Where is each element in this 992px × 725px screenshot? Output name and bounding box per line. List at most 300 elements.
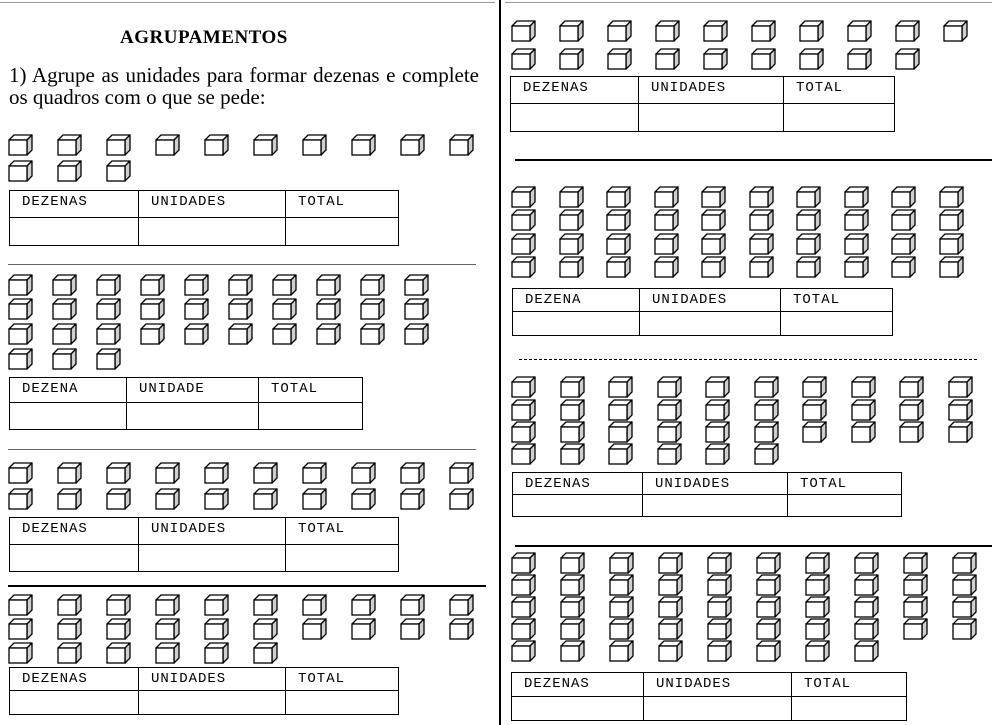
cube-icon bbox=[96, 274, 130, 296]
cube-icon bbox=[106, 594, 140, 616]
cube-icon bbox=[204, 488, 238, 510]
cube-icon bbox=[560, 596, 594, 618]
cube-icon bbox=[749, 186, 783, 208]
header-unidade: UNIDADE bbox=[127, 378, 259, 403]
cube-icon bbox=[155, 594, 189, 616]
header-unidades: UNIDADES bbox=[639, 77, 784, 104]
cube-icon bbox=[8, 274, 42, 296]
answer-cell-dezenas[interactable] bbox=[10, 691, 139, 715]
cube-icon bbox=[658, 596, 692, 618]
header-unidades: UNIDADES bbox=[644, 673, 792, 697]
separator-line bbox=[519, 359, 977, 360]
cube-icon bbox=[449, 488, 483, 510]
cube-icon bbox=[253, 618, 287, 640]
cube-icon bbox=[204, 642, 238, 664]
cube-icon bbox=[559, 48, 593, 70]
header-unidades: UNIDADES bbox=[643, 473, 788, 495]
cube-icon bbox=[302, 618, 336, 640]
cube-icon bbox=[511, 421, 545, 443]
cube-icon bbox=[560, 376, 594, 398]
cube-icon bbox=[891, 186, 925, 208]
cube-icon bbox=[96, 298, 130, 320]
cube-icon bbox=[253, 488, 287, 510]
cube-icon bbox=[184, 274, 218, 296]
cube-icon bbox=[805, 596, 839, 618]
cube-icon bbox=[155, 642, 189, 664]
cube-icon bbox=[404, 298, 438, 320]
cube-icon bbox=[511, 574, 545, 596]
answer-cell-dezenas[interactable] bbox=[511, 104, 639, 132]
cube-icon bbox=[701, 209, 735, 231]
answer-cell-unidades[interactable] bbox=[139, 691, 286, 715]
cube-icon bbox=[316, 323, 350, 345]
cube-icon bbox=[609, 640, 643, 662]
cube-icon bbox=[351, 488, 385, 510]
cube-icon bbox=[106, 618, 140, 640]
cube-icon bbox=[749, 233, 783, 255]
cube-icon bbox=[8, 488, 42, 510]
separator-line bbox=[8, 449, 476, 450]
cube-icon bbox=[895, 20, 929, 42]
answer-cell-dezenas[interactable] bbox=[512, 697, 644, 721]
cube-icon bbox=[57, 462, 91, 484]
cube-icon bbox=[948, 376, 982, 398]
cube-icon bbox=[705, 443, 739, 465]
cube-icon bbox=[560, 640, 594, 662]
answer-cell-unidades[interactable] bbox=[139, 545, 286, 572]
cube-icon bbox=[796, 233, 830, 255]
cube-icon bbox=[948, 399, 982, 421]
cube-icon bbox=[155, 488, 189, 510]
cube-icon bbox=[707, 596, 741, 618]
cube-icon bbox=[106, 642, 140, 664]
cube-icon bbox=[511, 48, 545, 70]
cube-icon bbox=[511, 552, 545, 574]
answer-cell-unidades[interactable] bbox=[640, 312, 781, 336]
answer-table bbox=[9, 190, 399, 246]
cube-icon bbox=[805, 552, 839, 574]
cube-icon bbox=[657, 376, 691, 398]
header-dezenas: DEZENAS bbox=[10, 191, 139, 218]
cube-icon bbox=[847, 48, 881, 70]
cube-icon bbox=[57, 488, 91, 510]
cube-icon bbox=[449, 134, 483, 156]
cube-icon bbox=[939, 186, 973, 208]
cube-icon bbox=[805, 574, 839, 596]
cube-icon bbox=[316, 274, 350, 296]
cube-icon bbox=[559, 233, 593, 255]
cube-icon bbox=[8, 594, 42, 616]
cube-icon bbox=[228, 298, 262, 320]
cube-icon bbox=[272, 323, 306, 345]
cube-icon bbox=[559, 20, 593, 42]
answer-cell-total[interactable] bbox=[286, 691, 399, 715]
column-divider bbox=[499, 0, 501, 725]
cube-icon bbox=[939, 209, 973, 231]
cube-icon bbox=[756, 596, 790, 618]
cube-icon bbox=[943, 20, 977, 42]
cube-icon bbox=[701, 233, 735, 255]
cube-icon bbox=[654, 256, 688, 278]
cube-icon bbox=[952, 596, 986, 618]
cube-icon bbox=[802, 376, 836, 398]
cube-icon bbox=[302, 594, 336, 616]
top-rule-left bbox=[0, 2, 495, 3]
cube-icon bbox=[952, 552, 986, 574]
cube-icon bbox=[253, 594, 287, 616]
cube-icon bbox=[654, 233, 688, 255]
cube-icon bbox=[749, 209, 783, 231]
cube-icon bbox=[8, 348, 42, 370]
cube-icon bbox=[511, 209, 545, 231]
cube-icon bbox=[891, 233, 925, 255]
cube-icon bbox=[701, 256, 735, 278]
cube-icon bbox=[511, 256, 545, 278]
cube-icon bbox=[360, 298, 394, 320]
separator-line bbox=[8, 264, 476, 265]
cube-icon bbox=[511, 186, 545, 208]
cube-icon bbox=[854, 640, 888, 662]
answer-table bbox=[512, 288, 893, 336]
header-dezena: DEZENA bbox=[10, 378, 127, 403]
cube-icon bbox=[658, 640, 692, 662]
answer-cell-total[interactable] bbox=[792, 697, 907, 721]
cube-icon bbox=[8, 642, 42, 664]
cube-icon bbox=[360, 274, 394, 296]
cube-icon bbox=[952, 618, 986, 640]
cube-icon bbox=[449, 594, 483, 616]
cube-icon bbox=[903, 596, 937, 618]
answer-cell-unidades[interactable] bbox=[644, 697, 792, 721]
header-unidades: UNIDADES bbox=[139, 518, 286, 545]
cube-icon bbox=[654, 209, 688, 231]
cube-icon bbox=[895, 48, 929, 70]
cube-icon bbox=[657, 421, 691, 443]
separator-line bbox=[8, 585, 486, 587]
cube-icon bbox=[607, 20, 641, 42]
cube-icon bbox=[204, 134, 238, 156]
cube-icon bbox=[511, 399, 545, 421]
cube-icon bbox=[851, 421, 885, 443]
cube-icon bbox=[654, 186, 688, 208]
cube-icon bbox=[140, 323, 174, 345]
cube-icon bbox=[204, 462, 238, 484]
cube-icon bbox=[52, 323, 86, 345]
answer-table bbox=[510, 76, 895, 132]
cube-icon bbox=[939, 233, 973, 255]
cube-icon bbox=[8, 618, 42, 640]
cube-icon bbox=[184, 323, 218, 345]
cube-icon bbox=[511, 596, 545, 618]
cube-icon bbox=[511, 20, 545, 42]
cube-icon bbox=[155, 462, 189, 484]
cube-icon bbox=[705, 399, 739, 421]
cube-icon bbox=[140, 274, 174, 296]
cube-icon bbox=[854, 552, 888, 574]
cube-icon bbox=[754, 421, 788, 443]
cube-icon bbox=[57, 594, 91, 616]
answer-cell-unidades[interactable] bbox=[643, 495, 788, 517]
cube-icon bbox=[511, 640, 545, 662]
cube-icon bbox=[302, 462, 336, 484]
answer-cell-total[interactable] bbox=[784, 104, 895, 132]
cube-icon bbox=[155, 134, 189, 156]
cube-icon bbox=[155, 618, 189, 640]
cube-icon bbox=[751, 48, 785, 70]
cube-icon bbox=[657, 399, 691, 421]
cube-icon bbox=[400, 462, 434, 484]
answer-cell-total[interactable] bbox=[781, 312, 893, 336]
cube-icon bbox=[899, 399, 933, 421]
cube-icon bbox=[749, 256, 783, 278]
header-total: TOTAL bbox=[781, 289, 893, 312]
separator-line bbox=[515, 545, 992, 547]
cube-icon bbox=[701, 186, 735, 208]
cube-icon bbox=[703, 48, 737, 70]
cube-icon bbox=[106, 462, 140, 484]
cube-icon bbox=[96, 323, 130, 345]
cube-icon bbox=[606, 186, 640, 208]
cube-icon bbox=[609, 618, 643, 640]
cube-icon bbox=[511, 443, 545, 465]
cube-icon bbox=[658, 574, 692, 596]
answer-table bbox=[9, 667, 399, 715]
cube-icon bbox=[705, 376, 739, 398]
header-unidades: UNIDADES bbox=[139, 668, 286, 691]
cube-icon bbox=[8, 160, 42, 182]
cube-icon bbox=[559, 209, 593, 231]
cube-icon bbox=[844, 209, 878, 231]
answer-cell-total[interactable] bbox=[286, 218, 399, 246]
cube-icon bbox=[204, 594, 238, 616]
cube-icon bbox=[939, 256, 973, 278]
cube-icon bbox=[796, 256, 830, 278]
cube-icon bbox=[948, 421, 982, 443]
answer-cell-dezenas[interactable] bbox=[10, 545, 139, 572]
cube-icon bbox=[57, 618, 91, 640]
cube-icon bbox=[253, 134, 287, 156]
cube-icon bbox=[799, 20, 833, 42]
cube-icon bbox=[228, 323, 262, 345]
cube-icon bbox=[707, 552, 741, 574]
cube-icon bbox=[609, 552, 643, 574]
cube-icon bbox=[52, 298, 86, 320]
cube-icon bbox=[609, 574, 643, 596]
cube-icon bbox=[559, 256, 593, 278]
answer-cell-unidade[interactable] bbox=[127, 403, 259, 430]
cube-icon bbox=[404, 274, 438, 296]
header-total: TOTAL bbox=[286, 518, 399, 545]
cube-icon bbox=[854, 596, 888, 618]
answer-cell-total[interactable] bbox=[286, 545, 399, 572]
cube-icon bbox=[511, 233, 545, 255]
answer-cell-unidades[interactable] bbox=[639, 104, 784, 132]
cube-icon bbox=[707, 618, 741, 640]
answer-cell-dezenas[interactable] bbox=[513, 495, 643, 517]
cube-icon bbox=[608, 399, 642, 421]
instruction-text: 1) Agrupe as unidades para formar dezenas e complete os quadros com o que se pede: bbox=[9, 63, 479, 109]
header-total: TOTAL bbox=[286, 191, 399, 218]
cube-icon bbox=[851, 399, 885, 421]
cube-icon bbox=[903, 574, 937, 596]
cube-icon bbox=[844, 233, 878, 255]
cube-icon bbox=[351, 594, 385, 616]
cube-icon bbox=[608, 443, 642, 465]
cube-icon bbox=[106, 488, 140, 510]
cube-icon bbox=[404, 323, 438, 345]
cube-icon bbox=[351, 134, 385, 156]
cube-icon bbox=[57, 642, 91, 664]
cube-icon bbox=[360, 323, 394, 345]
answer-cell-unidades[interactable] bbox=[139, 218, 286, 246]
cube-icon bbox=[106, 160, 140, 182]
cube-icon bbox=[802, 421, 836, 443]
cube-icon bbox=[707, 640, 741, 662]
cube-icon bbox=[140, 298, 174, 320]
cube-icon bbox=[796, 209, 830, 231]
cube-icon bbox=[8, 323, 42, 345]
cube-icon bbox=[400, 594, 434, 616]
header-dezena: DEZENA bbox=[513, 289, 640, 312]
cube-icon bbox=[756, 552, 790, 574]
cube-icon bbox=[844, 256, 878, 278]
cube-icon bbox=[511, 376, 545, 398]
cube-icon bbox=[802, 399, 836, 421]
answer-table bbox=[512, 472, 902, 517]
cube-icon bbox=[560, 421, 594, 443]
header-dezenas: DEZENAS bbox=[513, 473, 643, 495]
cube-icon bbox=[844, 186, 878, 208]
cube-icon bbox=[754, 376, 788, 398]
cube-icon bbox=[57, 134, 91, 156]
cube-icon bbox=[8, 462, 42, 484]
cube-icon bbox=[400, 488, 434, 510]
cube-icon bbox=[796, 186, 830, 208]
cube-icon bbox=[560, 399, 594, 421]
header-dezenas: DEZENAS bbox=[512, 673, 644, 697]
header-dezenas: DEZENAS bbox=[10, 668, 139, 691]
cube-icon bbox=[184, 298, 218, 320]
answer-cell-total[interactable] bbox=[259, 403, 363, 430]
header-total: TOTAL bbox=[792, 673, 907, 697]
cube-icon bbox=[606, 209, 640, 231]
answer-cell-dezena[interactable] bbox=[10, 403, 127, 430]
cube-icon bbox=[559, 186, 593, 208]
cube-icon bbox=[96, 348, 130, 370]
cube-icon bbox=[560, 574, 594, 596]
cube-icon bbox=[351, 618, 385, 640]
separator-line bbox=[515, 159, 992, 161]
cube-icon bbox=[756, 574, 790, 596]
cube-icon bbox=[805, 618, 839, 640]
top-rule-right bbox=[505, 2, 992, 3]
page-title: AGRUPAMENTOS bbox=[120, 27, 288, 48]
cube-icon bbox=[707, 574, 741, 596]
cube-icon bbox=[609, 596, 643, 618]
cube-icon bbox=[903, 618, 937, 640]
cube-icon bbox=[606, 256, 640, 278]
answer-cell-dezenas[interactable] bbox=[10, 218, 139, 246]
answer-cell-dezena[interactable] bbox=[513, 312, 640, 336]
cube-icon bbox=[8, 298, 42, 320]
cube-icon bbox=[52, 348, 86, 370]
cube-icon bbox=[449, 618, 483, 640]
answer-cell-total[interactable] bbox=[788, 495, 902, 517]
cube-icon bbox=[302, 488, 336, 510]
cube-icon bbox=[560, 443, 594, 465]
cube-icon bbox=[106, 134, 140, 156]
cube-icon bbox=[658, 552, 692, 574]
answer-table bbox=[511, 672, 907, 721]
cube-icon bbox=[52, 274, 86, 296]
cube-icon bbox=[891, 256, 925, 278]
cube-icon bbox=[851, 376, 885, 398]
cube-icon bbox=[805, 640, 839, 662]
cube-icon bbox=[756, 640, 790, 662]
cube-icon bbox=[608, 421, 642, 443]
cube-icon bbox=[351, 462, 385, 484]
cube-icon bbox=[253, 462, 287, 484]
cube-icon bbox=[657, 443, 691, 465]
cube-icon bbox=[847, 20, 881, 42]
header-unidades: UNIDADES bbox=[139, 191, 286, 218]
cube-icon bbox=[754, 443, 788, 465]
cube-icon bbox=[57, 160, 91, 182]
header-total: TOTAL bbox=[784, 77, 895, 104]
header-total: TOTAL bbox=[259, 378, 363, 403]
cube-icon bbox=[8, 134, 42, 156]
answer-table bbox=[9, 517, 399, 572]
cube-icon bbox=[899, 421, 933, 443]
cube-icon bbox=[899, 376, 933, 398]
cube-icon bbox=[608, 376, 642, 398]
cube-icon bbox=[253, 642, 287, 664]
cube-icon bbox=[511, 618, 545, 640]
header-unidades: UNIDADES bbox=[640, 289, 781, 312]
cube-icon bbox=[272, 298, 306, 320]
header-dezenas: DEZENAS bbox=[511, 77, 639, 104]
cube-icon bbox=[751, 20, 785, 42]
cube-icon bbox=[854, 618, 888, 640]
cube-icon bbox=[891, 209, 925, 231]
cube-icon bbox=[655, 48, 689, 70]
cube-icon bbox=[302, 134, 336, 156]
cube-icon bbox=[204, 618, 238, 640]
cube-icon bbox=[658, 618, 692, 640]
cube-icon bbox=[705, 421, 739, 443]
cube-icon bbox=[560, 552, 594, 574]
cube-icon bbox=[400, 134, 434, 156]
header-dezenas: DEZENAS bbox=[10, 518, 139, 545]
cube-icon bbox=[903, 552, 937, 574]
cube-icon bbox=[228, 274, 262, 296]
cube-icon bbox=[952, 574, 986, 596]
header-total: TOTAL bbox=[286, 668, 399, 691]
cube-icon bbox=[606, 233, 640, 255]
cube-icon bbox=[272, 274, 306, 296]
cube-icon bbox=[655, 20, 689, 42]
cube-icon bbox=[607, 48, 641, 70]
cube-icon bbox=[754, 399, 788, 421]
cube-icon bbox=[799, 48, 833, 70]
cube-icon bbox=[703, 20, 737, 42]
cube-icon bbox=[854, 574, 888, 596]
cube-icon bbox=[449, 462, 483, 484]
cube-icon bbox=[400, 618, 434, 640]
header-total: TOTAL bbox=[788, 473, 902, 495]
answer-table bbox=[9, 377, 363, 430]
cube-icon bbox=[756, 618, 790, 640]
